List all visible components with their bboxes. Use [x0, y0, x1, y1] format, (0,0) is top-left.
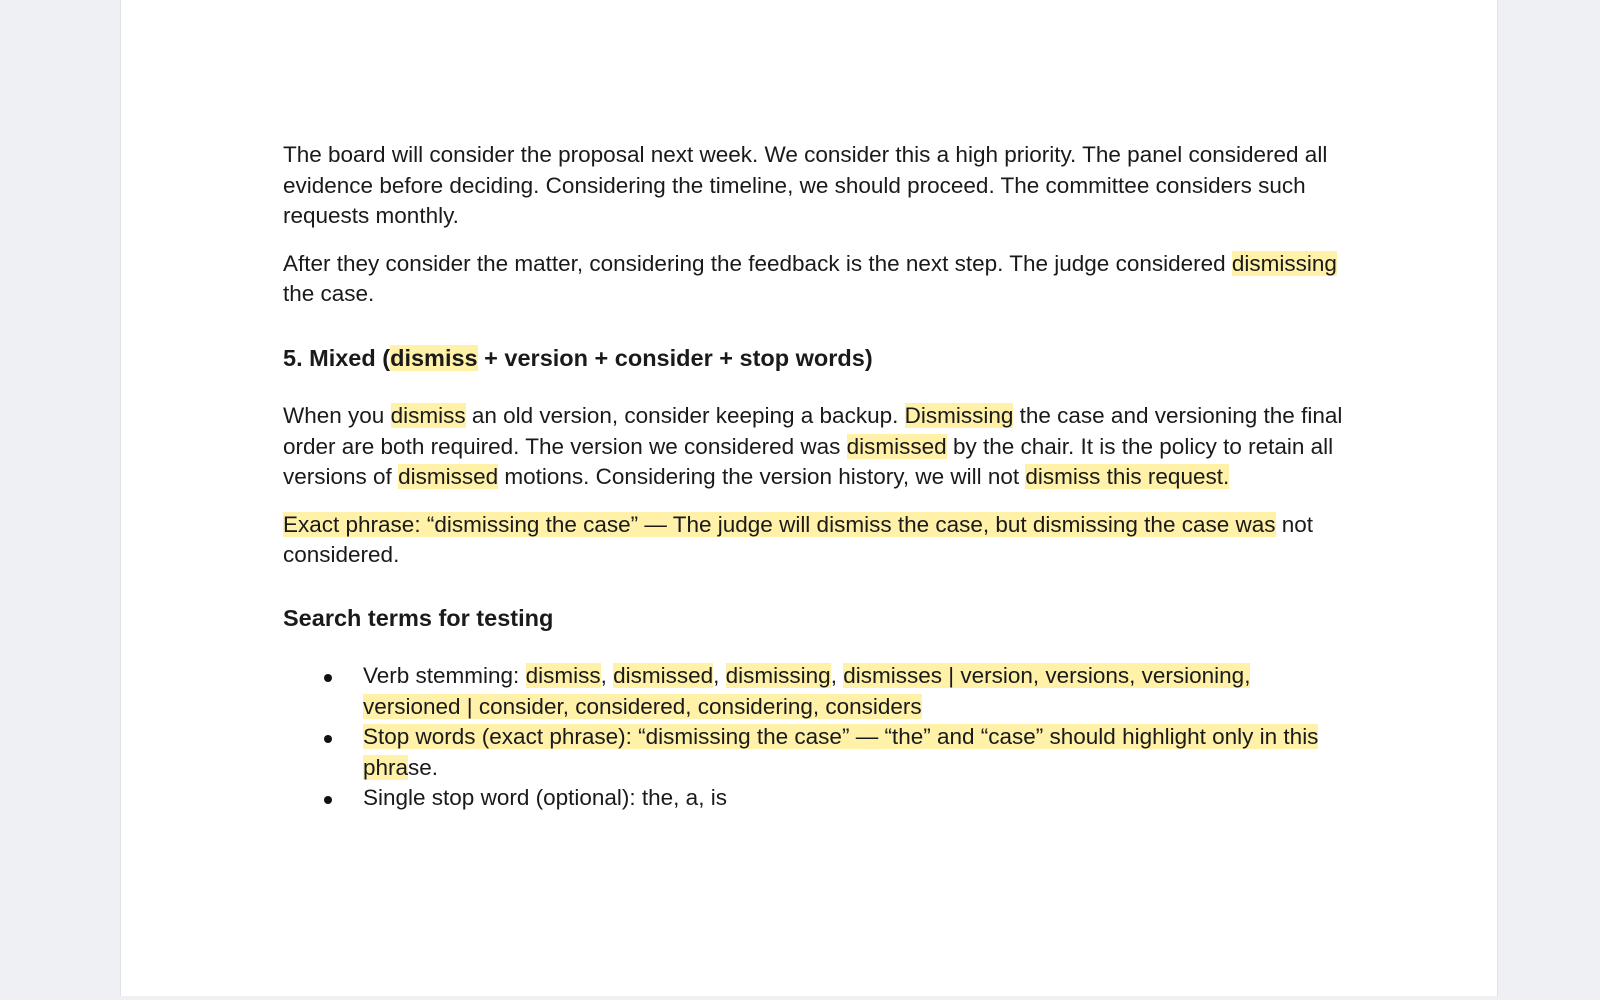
- text-run: motions. Considering the version history, we will not: [498, 464, 1026, 489]
- search-highlight: Dismissing: [904, 403, 1014, 428]
- heading-text: + version + consider + stop words): [477, 344, 873, 371]
- section-heading-mixed: [283, 343, 1353, 374]
- text-run: an old version, consider keeping a backup.: [465, 403, 905, 428]
- search-highlight: dismissed: [846, 433, 947, 459]
- paragraph-judge: [283, 249, 1353, 310]
- search-highlight: dismiss: [525, 663, 601, 688]
- document-page: [120, 0, 1498, 996]
- paragraph-mixed: [283, 401, 1353, 493]
- list-item: [363, 661, 1353, 722]
- list-item: [363, 783, 1353, 814]
- text-run: the case and versioning the final order are both required. The version we considered was: [283, 403, 1343, 459]
- search-highlight: dismiss: [390, 344, 478, 371]
- search-highlight: dismiss: [390, 403, 466, 428]
- paragraph-consider: [283, 140, 1353, 232]
- bullet-icon: [324, 735, 332, 743]
- search-highlight: Stop words (exact phrase): “dismissing the case” — “the” and “case” should highlight only in this phra: [363, 724, 1319, 780]
- search-terms-list: [283, 661, 1353, 814]
- search-highlight: dismisses | version, versions, versioning, versioned | consider, considered, considering, considers: [363, 663, 1251, 719]
- search-highlight: dismissing: [1231, 250, 1337, 276]
- text-run: ,: [600, 663, 614, 688]
- search-highlight: Exact phrase: “dismissing the case” — The judge will dismiss the case, but dismissing the case was: [283, 511, 1276, 537]
- paragraph-exact-phrase: [283, 510, 1353, 571]
- text-run: Single stop word (optional): the, a, is: [363, 785, 727, 810]
- text-run: Verb stemming:: [363, 663, 526, 688]
- text-run: When you: [283, 403, 391, 428]
- paragraph-text: The board will consider the proposal next week. We consider this a high priority. The panel considered all evidence before deciding. Considering the timeline, we should proceed. The committee considers such requests monthly.: [283, 142, 1328, 228]
- text-run: the case.: [283, 281, 375, 306]
- document-content: [283, 140, 1353, 814]
- heading-text: Search terms for testing: [283, 604, 554, 631]
- search-highlight: dismissed: [398, 464, 499, 489]
- text-run: ,: [713, 663, 726, 688]
- text-run: ,: [830, 663, 844, 688]
- text-run: not considered.: [283, 511, 1314, 567]
- bullet-icon: [324, 796, 332, 804]
- search-highlight: dismissing: [725, 663, 831, 688]
- list-item: [363, 722, 1353, 783]
- heading-text: 5. Mixed (: [283, 344, 391, 371]
- bullet-icon: [324, 674, 332, 682]
- text-run: After they consider the matter, considering the feedback is the next step. The judge considered: [283, 250, 1232, 276]
- text-run: by the chair. It is the policy to retain all versions of: [283, 433, 1334, 489]
- search-highlight: dismissed: [613, 663, 714, 688]
- text-run: se.: [408, 754, 439, 780]
- search-highlight: dismiss this request.: [1025, 464, 1230, 489]
- section-heading-search-terms: [283, 603, 1353, 634]
